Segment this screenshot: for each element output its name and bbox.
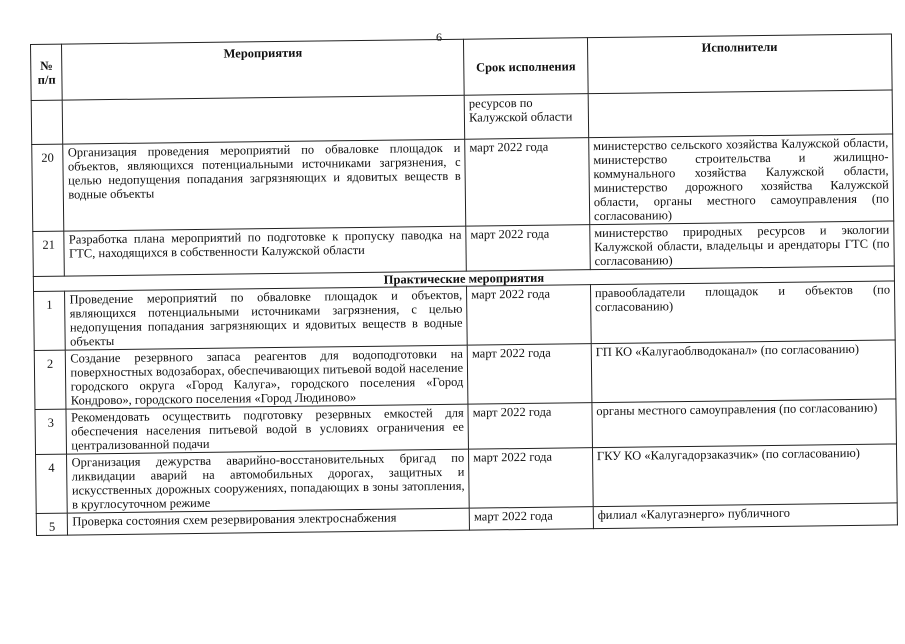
row-num [31, 100, 63, 144]
row-deadline: март 2022 года [467, 285, 591, 346]
header-deadline: Срок исполнения [464, 38, 588, 96]
row-measure: Организация проведения мероприятий по обваловке площадок и объектов, являющихся потенциальными источниками загрязнения, с целью недопущения попадания загрязняющих и ядовитых веществ в водные объекты [63, 139, 466, 231]
table-header-row [31, 34, 893, 101]
measures-table [30, 33, 898, 535]
table-row [32, 134, 894, 232]
table-row [36, 444, 898, 514]
row-num: 2 [34, 350, 66, 409]
table-body-a [32, 134, 895, 277]
row-executors: министерство сельского хозяйства Калужской области, министерство строительства и жилищно-коммунального хозяйства Калужской области, министерство дорожного хозяйства Калужской области, органы местного самоуправления (по согласованию) [589, 134, 894, 225]
row-executors: министерство природных ресурсов и экологии Калужской области, владельцы и арендаторы ГТС (по согласованию) [590, 221, 895, 270]
row-measure: Проведение мероприятий по обваловке площадок и объектов, являющихся потенциальными источниками загрязнения, с целью недопущения попадания загрязняющих и ядовитых веществ в водные объекты [65, 286, 467, 350]
row-num: 21 [33, 231, 65, 276]
row-num: 1 [34, 291, 66, 350]
table-row [34, 281, 896, 351]
row-deadline: март 2022 года [465, 138, 590, 227]
header-executors: Исполнители [587, 34, 892, 94]
row-executors: ГП КО «Калугаоблводоканал» (по согласованию) [591, 340, 896, 403]
row-deadline: март 2022 года [469, 507, 593, 531]
row-num: 3 [35, 409, 67, 454]
row-measure: Рекомендовать осуществить подготовку резервных емкостей для обеспечения населения питьевой водой в условиях ограничения ее централизованной подачи [66, 404, 468, 454]
row-num: 20 [32, 144, 65, 231]
row-deadline: ресурсов по Калужской области [464, 94, 588, 140]
row-num: 5 [36, 513, 68, 535]
row-num: 4 [36, 454, 68, 513]
row-executors: органы местного самоуправления (по согласованию) [592, 399, 897, 448]
page-number: 6 [436, 30, 442, 44]
table-row [34, 340, 896, 410]
row-executors [588, 90, 893, 138]
header-num: № п/п [31, 44, 63, 100]
measures-table-container [30, 33, 899, 643]
row-executors: правообладатели площадок и объектов (по согласованию) [590, 281, 895, 344]
row-executors: ГКУ КО «Калугадорзаказчик» (по согласованию) [592, 444, 897, 507]
row-executors: филиал «Калугаэнерго» публичного [593, 503, 897, 529]
row-measure [63, 95, 465, 144]
row-measure: Создание резервного запаса реагентов для водоподготовки на поверхностных водозаборах, обеспечивающих питьевой водой население городского округа «Город Калуга», городского поселения «Город Кондрово», городского поселения «Город Людиново» [66, 345, 468, 409]
row-measure: Организация дежурства аварийно-восстановительных бригад по ликвидации аварий на автомобильных дорогах, защитных и искусственных дорожных сооружениях, попадающих в зоны затопления, в круглосуточном режиме [67, 449, 469, 513]
row-deadline: март 2022 года [467, 344, 591, 405]
table-body-b [34, 281, 898, 536]
row-deadline: март 2022 года [469, 448, 593, 509]
header-measures: Мероприятия [62, 39, 464, 100]
row-deadline: март 2022 года [468, 403, 592, 450]
row-measure: Разработка плана мероприятий по подготовке к пропуску паводка на ГТС, находящихся в собственности Калужской области [64, 226, 466, 276]
section-title: Практические мероприятия [33, 266, 894, 292]
row-measure: Проверка состояния схем резервирования электроснабжения [68, 508, 470, 535]
row-deadline: март 2022 года [466, 225, 590, 272]
